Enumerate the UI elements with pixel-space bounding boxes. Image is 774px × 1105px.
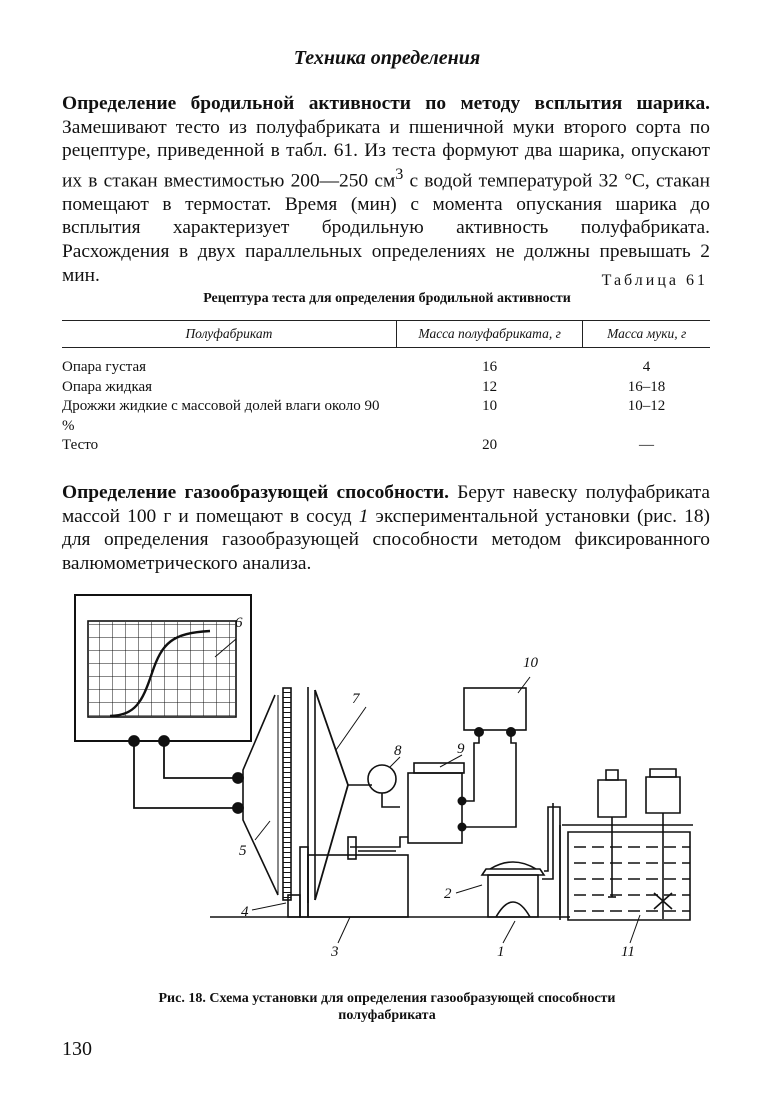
paragraph-text-cont: с водой температурой 32 °С, стакан помещают в термостат. Время (мин) с момента опускания шарика до всплытия характеризует бродильную активность полуфабриката. Расхождения в двух параллельных определениях не должны превышать 2 мин.	[62, 170, 710, 286]
power-unit	[462, 688, 526, 827]
label-1: 1	[497, 944, 505, 960]
figure-caption	[0, 990, 774, 1024]
caption-line: Рис. 18. Схема установки для определения газообразующей способности	[158, 991, 616, 1006]
cell-mass: 12	[482, 378, 498, 395]
cell-mass: 16	[482, 359, 498, 375]
column-header: Полуфабрикат	[62, 321, 396, 348]
caption-line: полуфабриката	[338, 1008, 436, 1023]
table-label: Таблица 61	[601, 272, 708, 289]
cell-mass: 20	[482, 437, 498, 453]
paragraph-fermentation-activity	[62, 92, 710, 287]
vessel-reference: 1	[358, 505, 369, 527]
label-10: 10	[523, 655, 538, 671]
table-row	[62, 397, 710, 436]
page-number: 130	[62, 1038, 92, 1060]
fermentation-vessel	[482, 803, 560, 917]
cell-product: Опара жидкая	[62, 378, 153, 395]
paragraph-text-cont: экспериментальной установки (рис. 18) для определения газообразующей способности методом фиксированного валюмометрического анализа.	[62, 505, 710, 574]
thermostat-bath	[560, 769, 693, 920]
cell-product: Опара густая	[62, 359, 147, 375]
label-4: 4	[241, 904, 249, 920]
label-5: 5	[239, 843, 247, 859]
leader-lines	[215, 639, 640, 943]
paragraph-title: Определение газообразующей способности.	[62, 482, 449, 503]
paragraph-text: Замешивают тесто из полуфабриката и пшеничной муки второго сорта по рецептуре, приведенной в табл. 61. Из теста формуют два шарика, опускают их в стакан вместимостью 200—250 см	[62, 116, 710, 192]
cell-mass: 10	[482, 398, 498, 414]
cell-flour: 4	[642, 359, 651, 375]
tube	[350, 837, 408, 847]
label-11: 11	[621, 944, 635, 960]
scale-bar	[283, 688, 291, 900]
label-3: 3	[331, 944, 339, 960]
label-9: 9	[457, 741, 465, 757]
gauge	[368, 765, 400, 807]
column-header: Масса полуфабриката, г	[396, 321, 583, 348]
cell-flour: 10–12	[627, 398, 666, 414]
measuring-unit	[243, 695, 278, 895]
cell-flour: —	[638, 437, 654, 453]
apparatus-diagram	[60, 585, 710, 970]
recipe-table	[62, 320, 710, 456]
cell-product: Дрожжи жидкие с массовой долей влаги около 90 %	[62, 398, 380, 434]
table-row	[62, 436, 710, 456]
paragraph-title: Определение бродильной активности по методу всплытия шарика.	[62, 93, 710, 114]
label-7: 7	[352, 691, 360, 707]
paragraph-gas-forming	[62, 481, 710, 575]
recorder	[75, 595, 251, 741]
superscript: 3	[395, 165, 404, 183]
section-heading: Техника определения	[293, 47, 481, 69]
callout-labels	[235, 615, 635, 960]
signal-wires	[129, 736, 243, 813]
cell-flour: 16–18	[627, 378, 666, 395]
table-row	[62, 378, 710, 398]
table-header-row	[62, 321, 710, 348]
label-8: 8	[394, 743, 402, 759]
control-unit	[408, 763, 467, 843]
table-row	[62, 348, 710, 378]
reflector	[308, 687, 372, 903]
table-title: Рецептура теста для определения бродильной активности	[203, 291, 571, 306]
label-6: 6	[235, 615, 243, 631]
column-header: Масса муки, г	[583, 321, 710, 348]
paragraph-text: Берут навеску полуфабриката массой 100 г и помещают в сосуд	[62, 482, 710, 527]
label-2: 2	[444, 886, 452, 902]
cell-product: Тесто	[62, 437, 99, 453]
